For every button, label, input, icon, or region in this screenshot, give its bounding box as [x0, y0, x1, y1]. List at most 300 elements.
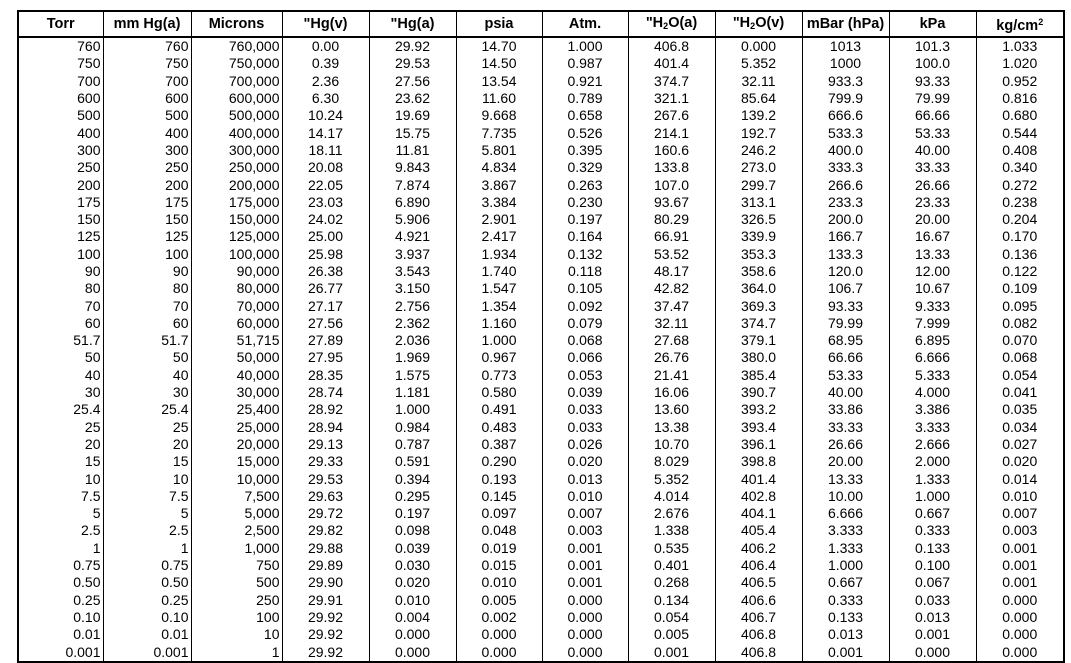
cell-inhg_a: 27.56: [369, 73, 456, 90]
cell-psia: 0.048: [456, 522, 542, 539]
cell-inh2o_v: 374.7: [715, 315, 802, 332]
cell-microns: 200,000: [191, 176, 282, 193]
cell-inh2o_a: 401.4: [628, 55, 715, 72]
cell-kgcm2: 0.544: [1002, 124, 1038, 141]
cell-kgcm2: 0.204: [1002, 211, 1038, 228]
cell-inh2o_a: 0.005: [628, 626, 715, 643]
cell-atm: 0.033: [542, 401, 628, 418]
cell-torr: 25.4: [18, 401, 103, 418]
column-header-text: Microns: [208, 16, 265, 32]
cell-atm: 0.000: [542, 626, 628, 643]
cell-inhg_a: 5.906: [369, 211, 456, 228]
cell-inh2o_a: 4.014: [628, 488, 715, 505]
cell-microns: 1,000: [191, 540, 282, 557]
cell-torr: 51.7: [18, 332, 103, 349]
cell-torr: 700: [18, 73, 103, 90]
cell-mmhg: 750: [103, 55, 191, 72]
cell-inhg_v: 29.13: [282, 436, 369, 453]
cell-inh2o_a: 107.0: [628, 176, 715, 193]
cell-inhg_v: 29.63: [282, 488, 369, 505]
cell-mmhg: 60: [103, 315, 191, 332]
pressure-conversion-table: [17, 10, 1065, 663]
cell-kpa: 79.99: [889, 90, 976, 107]
cell-inh2o_v: 385.4: [715, 367, 802, 384]
cell-atm: 0.164: [542, 228, 628, 245]
cell-inhg_a: 0.004: [369, 609, 456, 626]
cell-mbar: 400.0: [802, 142, 889, 159]
table-row: [18, 142, 1064, 159]
cell-inh2o_a: 0.401: [628, 557, 715, 574]
cell-atm: 1.000: [542, 37, 628, 55]
cell-inhg_a: 0.010: [369, 592, 456, 609]
cell-inh2o_v: 390.7: [715, 384, 802, 401]
cell-microns: 750,000: [191, 55, 282, 72]
cell-psia: 2.901: [456, 211, 542, 228]
cell-mmhg: 0.001: [103, 643, 191, 661]
column-header-superscript: 2: [1038, 17, 1044, 27]
cell-microns: 25,400: [191, 401, 282, 418]
cell-inh2o_v: 406.8: [715, 643, 802, 661]
column-header-text-suffix: O(a): [668, 14, 698, 31]
cell-mbar: 0.013: [802, 626, 889, 643]
cell-inhg_a: 15.75: [369, 124, 456, 141]
cell-torr: 0.001: [18, 643, 103, 661]
column-header-inhg_a: [369, 11, 456, 37]
cell-atm: 0.001: [542, 557, 628, 574]
table-row: [18, 367, 1064, 384]
cell-kgcm2: 0.020: [1002, 453, 1038, 470]
cell-mbar: 10.00: [802, 488, 889, 505]
cell-inhg_v: 18.11: [282, 142, 369, 159]
cell-kgcm2: 1.033: [1002, 38, 1038, 55]
cell-mmhg: 175: [103, 194, 191, 211]
cell-kgcm2: 0.238: [1002, 193, 1038, 210]
cell-inh2o_v: 404.1: [715, 505, 802, 522]
cell-microns: 250,000: [191, 159, 282, 176]
cell-torr: 400: [18, 124, 103, 141]
cell-torr: 15: [18, 453, 103, 470]
cell-inh2o_v: 364.0: [715, 280, 802, 297]
cell-atm: 0.013: [542, 470, 628, 487]
cell-torr: 0.10: [18, 609, 103, 626]
cell-inhg_v: 28.92: [282, 401, 369, 418]
cell-inhg_v: 29.88: [282, 540, 369, 557]
table-body: [18, 37, 1064, 662]
pressure-conversion-table-container: [17, 10, 1053, 663]
cell-mbar: 666.6: [802, 107, 889, 124]
column-header-text: kPa: [919, 16, 946, 32]
cell-inh2o_v: 406.5: [715, 574, 802, 591]
cell-inh2o_v: 353.3: [715, 246, 802, 263]
cell-mmhg: 5: [103, 505, 191, 522]
cell-atm: 0.132: [542, 246, 628, 263]
cell-inhg_a: 3.937: [369, 246, 456, 263]
cell-inhg_v: 29.72: [282, 505, 369, 522]
cell-inh2o_v: 406.4: [715, 557, 802, 574]
cell-microns: 700,000: [191, 73, 282, 90]
cell-atm: 0.092: [542, 297, 628, 314]
cell-inhg_v: 2.36: [282, 73, 369, 90]
cell-microns: 2,500: [191, 522, 282, 539]
cell-inhg_v: 28.74: [282, 384, 369, 401]
cell-inh2o_a: 48.17: [628, 263, 715, 280]
table-header-row: [18, 11, 1064, 37]
cell-torr: 600: [18, 90, 103, 107]
table-row: [18, 107, 1064, 124]
cell-kpa: 10.67: [889, 280, 976, 297]
cell-psia: 9.668: [456, 107, 542, 124]
cell-kpa: 2.666: [889, 436, 976, 453]
cell-psia: 0.015: [456, 557, 542, 574]
cell-kgcm2: 0.041: [1002, 384, 1038, 401]
cell-inhg_v: 29.89: [282, 557, 369, 574]
cell-kgcm2: 0.408: [1002, 141, 1038, 158]
cell-inhg_v: 0.39: [282, 55, 369, 72]
cell-inh2o_a: 13.38: [628, 419, 715, 436]
cell-mmhg: 70: [103, 297, 191, 314]
cell-inh2o_v: 32.11: [715, 73, 802, 90]
cell-mmhg: 0.25: [103, 592, 191, 609]
cell-inh2o_v: 379.1: [715, 332, 802, 349]
cell-mmhg: 2.5: [103, 522, 191, 539]
cell-inh2o_a: 21.41: [628, 367, 715, 384]
cell-torr: 0.50: [18, 574, 103, 591]
cell-inh2o_a: 10.70: [628, 436, 715, 453]
cell-psia: 0.000: [456, 626, 542, 643]
cell-inhg_v: 27.95: [282, 349, 369, 366]
cell-atm: 0.263: [542, 176, 628, 193]
cell-microns: 1: [191, 643, 282, 661]
cell-psia: 14.70: [456, 37, 542, 55]
cell-inh2o_a: 53.52: [628, 246, 715, 263]
cell-torr: 200: [18, 176, 103, 193]
table-row: [18, 419, 1064, 436]
column-header-microns: [191, 11, 282, 37]
cell-atm: 0.001: [542, 574, 628, 591]
table-row: [18, 263, 1064, 280]
cell-torr: 25: [18, 419, 103, 436]
table-row: [18, 332, 1064, 349]
cell-inhg_v: 29.33: [282, 453, 369, 470]
cell-kgcm2: 0.952: [1002, 72, 1038, 89]
cell-microns: 300,000: [191, 142, 282, 159]
cell-inh2o_a: 1.338: [628, 522, 715, 539]
cell-mmhg: 300: [103, 142, 191, 159]
cell-inh2o_v: 393.4: [715, 419, 802, 436]
cell-atm: 0.003: [542, 522, 628, 539]
cell-kpa: 20.00: [889, 211, 976, 228]
cell-microns: 10: [191, 626, 282, 643]
cell-kpa: 7.999: [889, 315, 976, 332]
cell-inh2o_a: 0.268: [628, 574, 715, 591]
cell-kgcm2: 0.014: [1002, 470, 1038, 487]
cell-microns: 100: [191, 609, 282, 626]
cell-kpa: 0.033: [889, 592, 976, 609]
cell-mmhg: 100: [103, 246, 191, 263]
column-header-text: "Hg(v): [303, 16, 348, 32]
cell-mbar: 1.000: [802, 557, 889, 574]
cell-torr: 750: [18, 55, 103, 72]
cell-microns: 400,000: [191, 124, 282, 141]
cell-kpa: 3.333: [889, 419, 976, 436]
cell-inh2o_a: 133.8: [628, 159, 715, 176]
cell-psia: 0.580: [456, 384, 542, 401]
cell-kgcm2: 0.082: [1002, 314, 1038, 331]
cell-inh2o_a: 0.001: [628, 643, 715, 661]
cell-kgcm2: 0.340: [1002, 159, 1038, 176]
cell-psia: 7.735: [456, 124, 542, 141]
cell-inh2o_a: 93.67: [628, 194, 715, 211]
cell-inhg_a: 29.92: [369, 37, 456, 55]
cell-microns: 250: [191, 592, 282, 609]
cell-kpa: 23.33: [889, 194, 976, 211]
cell-mbar: 68.95: [802, 332, 889, 349]
cell-inh2o_a: 27.68: [628, 332, 715, 349]
cell-inhg_v: 27.56: [282, 315, 369, 332]
cell-kpa: 0.001: [889, 626, 976, 643]
cell-kpa: 93.33: [889, 73, 976, 90]
cell-inh2o_v: 402.8: [715, 488, 802, 505]
cell-inhg_v: 6.30: [282, 90, 369, 107]
cell-torr: 500: [18, 107, 103, 124]
cell-kgcm2: 0.136: [1002, 245, 1038, 262]
cell-mbar: 13.33: [802, 470, 889, 487]
cell-kpa: 0.133: [889, 540, 976, 557]
cell-mmhg: 0.01: [103, 626, 191, 643]
cell-inhg_a: 3.150: [369, 280, 456, 297]
cell-inh2o_a: 80.29: [628, 211, 715, 228]
cell-torr: 10: [18, 470, 103, 487]
table-row: [18, 124, 1064, 141]
cell-atm: 0.068: [542, 332, 628, 349]
cell-kpa: 26.66: [889, 176, 976, 193]
cell-inhg_a: 0.000: [369, 626, 456, 643]
cell-microns: 760,000: [191, 37, 282, 55]
cell-torr: 100: [18, 246, 103, 263]
cell-torr: 0.01: [18, 626, 103, 643]
cell-mmhg: 400: [103, 124, 191, 141]
cell-atm: 0.197: [542, 211, 628, 228]
cell-atm: 0.066: [542, 349, 628, 366]
cell-inhg_a: 4.921: [369, 228, 456, 245]
cell-inhg_v: 26.77: [282, 280, 369, 297]
cell-atm: 0.000: [542, 592, 628, 609]
cell-microns: 5,000: [191, 505, 282, 522]
cell-inh2o_a: 42.82: [628, 280, 715, 297]
column-header-text: psia: [484, 16, 514, 32]
column-header-atm: [542, 11, 628, 37]
cell-mbar: 166.7: [802, 228, 889, 245]
cell-inh2o_a: 5.352: [628, 470, 715, 487]
cell-mbar: 266.6: [802, 176, 889, 193]
table-row: [18, 557, 1064, 574]
cell-torr: 175: [18, 194, 103, 211]
cell-psia: 0.491: [456, 401, 542, 418]
cell-atm: 0.001: [542, 540, 628, 557]
cell-microns: 100,000: [191, 246, 282, 263]
cell-psia: 0.967: [456, 349, 542, 366]
cell-inhg_a: 0.787: [369, 436, 456, 453]
cell-psia: 14.50: [456, 55, 542, 72]
cell-inhg_v: 24.02: [282, 211, 369, 228]
cell-inhg_v: 27.17: [282, 297, 369, 314]
cell-kgcm2: 0.001: [1002, 539, 1038, 556]
cell-kpa: 9.333: [889, 297, 976, 314]
cell-inh2o_v: 326.5: [715, 211, 802, 228]
cell-mbar: 1.333: [802, 540, 889, 557]
cell-inhg_a: 2.756: [369, 297, 456, 314]
cell-inhg_v: 0.00: [282, 37, 369, 55]
cell-mbar: 33.86: [802, 401, 889, 418]
column-header-text-suffix: O(v): [755, 14, 785, 31]
cell-inh2o_v: 358.6: [715, 263, 802, 280]
cell-mbar: 120.0: [802, 263, 889, 280]
cell-atm: 0.789: [542, 90, 628, 107]
cell-inh2o_a: 2.676: [628, 505, 715, 522]
cell-inhg_a: 6.890: [369, 194, 456, 211]
cell-kgcm2: 0.001: [1002, 574, 1038, 591]
cell-mmhg: 600: [103, 90, 191, 107]
cell-kpa: 6.895: [889, 332, 976, 349]
cell-inh2o_a: 321.1: [628, 90, 715, 107]
cell-microns: 20,000: [191, 436, 282, 453]
cell-inhg_a: 0.984: [369, 419, 456, 436]
cell-mbar: 66.66: [802, 349, 889, 366]
cell-inh2o_v: 380.0: [715, 349, 802, 366]
cell-inh2o_v: 339.9: [715, 228, 802, 245]
table-row: [18, 55, 1064, 72]
cell-inh2o_v: 85.64: [715, 90, 802, 107]
cell-inhg_v: 27.89: [282, 332, 369, 349]
cell-psia: 0.290: [456, 453, 542, 470]
cell-mbar: 79.99: [802, 315, 889, 332]
cell-inh2o_v: 299.7: [715, 176, 802, 193]
column-header-inhg_v: [282, 11, 369, 37]
cell-inhg_a: 0.295: [369, 488, 456, 505]
cell-mbar: 1013: [802, 37, 889, 55]
cell-inhg_a: 23.62: [369, 90, 456, 107]
cell-microns: 750: [191, 557, 282, 574]
cell-kpa: 0.333: [889, 522, 976, 539]
cell-mmhg: 200: [103, 176, 191, 193]
cell-kgcm2: 0.010: [1002, 487, 1038, 504]
cell-mbar: 200.0: [802, 211, 889, 228]
cell-mmhg: 30: [103, 384, 191, 401]
cell-torr: 0.75: [18, 557, 103, 574]
cell-microns: 25,000: [191, 419, 282, 436]
cell-mbar: 20.00: [802, 453, 889, 470]
cell-mbar: 0.133: [802, 609, 889, 626]
cell-microns: 40,000: [191, 367, 282, 384]
cell-inhg_a: 1.181: [369, 384, 456, 401]
cell-microns: 70,000: [191, 297, 282, 314]
table-row: [18, 159, 1064, 176]
cell-psia: 0.000: [456, 643, 542, 661]
table-row: [18, 211, 1064, 228]
cell-microns: 60,000: [191, 315, 282, 332]
cell-atm: 0.118: [542, 263, 628, 280]
cell-kgcm2: 0.122: [1002, 263, 1038, 279]
cell-mmhg: 0.75: [103, 557, 191, 574]
cell-mbar: 1000: [802, 55, 889, 72]
cell-mbar: 0.667: [802, 574, 889, 591]
cell-kpa: 1.333: [889, 470, 976, 487]
table-row: [18, 90, 1064, 107]
cell-kpa: 0.013: [889, 609, 976, 626]
cell-inhg_v: 29.92: [282, 609, 369, 626]
cell-atm: 0.020: [542, 453, 628, 470]
table-row: [18, 194, 1064, 211]
cell-inhg_a: 1.969: [369, 349, 456, 366]
cell-mmhg: 15: [103, 453, 191, 470]
cell-inh2o_a: 0.535: [628, 540, 715, 557]
cell-torr: 80: [18, 280, 103, 297]
cell-psia: 4.834: [456, 159, 542, 176]
cell-inhg_a: 1.000: [369, 401, 456, 418]
cell-microns: 125,000: [191, 228, 282, 245]
cell-kgcm2: 0.007: [1002, 505, 1038, 522]
cell-atm: 0.000: [542, 609, 628, 626]
cell-kgcm2: 0.000: [1002, 608, 1038, 625]
cell-microns: 15,000: [191, 453, 282, 470]
cell-mmhg: 7.5: [103, 488, 191, 505]
cell-mmhg: 80: [103, 280, 191, 297]
cell-torr: 150: [18, 211, 103, 228]
cell-microns: 600,000: [191, 90, 282, 107]
cell-inh2o_v: 192.7: [715, 124, 802, 141]
cell-inhg_v: 22.05: [282, 176, 369, 193]
cell-mbar: 0.001: [802, 643, 889, 661]
cell-torr: 0.25: [18, 592, 103, 609]
cell-torr: 2.5: [18, 522, 103, 539]
cell-mbar: 106.7: [802, 280, 889, 297]
table-row: [18, 176, 1064, 193]
cell-atm: 0.007: [542, 505, 628, 522]
cell-mmhg: 25.4: [103, 401, 191, 418]
column-header-text: mm Hg(a): [113, 16, 181, 32]
cell-inhg_v: 10.24: [282, 107, 369, 124]
cell-inh2o_v: 273.0: [715, 159, 802, 176]
cell-kpa: 66.66: [889, 107, 976, 124]
cell-mbar: 33.33: [802, 419, 889, 436]
cell-inh2o_v: 313.1: [715, 194, 802, 211]
cell-inh2o_a: 66.91: [628, 228, 715, 245]
cell-mmhg: 50: [103, 349, 191, 366]
cell-kpa: 53.33: [889, 124, 976, 141]
cell-psia: 0.193: [456, 470, 542, 487]
cell-kgcm2: 0.000: [1002, 591, 1038, 608]
cell-kgcm2: 0.170: [1002, 228, 1038, 245]
cell-atm: 0.053: [542, 367, 628, 384]
cell-atm: 0.079: [542, 315, 628, 332]
cell-kpa: 100.0: [889, 55, 976, 72]
column-header-text: "Hg(a): [390, 16, 435, 32]
cell-mmhg: 125: [103, 228, 191, 245]
column-header-text: kg/cm: [996, 18, 1039, 34]
cell-kgcm2: 0.070: [1002, 332, 1038, 349]
cell-inh2o_a: 160.6: [628, 142, 715, 159]
cell-kgcm2: 0.816: [1002, 90, 1038, 107]
cell-psia: 5.801: [456, 142, 542, 159]
cell-microns: 30,000: [191, 384, 282, 401]
cell-inh2o_v: 0.000: [715, 37, 802, 55]
cell-mmhg: 1: [103, 540, 191, 557]
cell-psia: 2.417: [456, 228, 542, 245]
cell-inh2o_v: 405.4: [715, 522, 802, 539]
cell-atm: 0.000: [542, 643, 628, 661]
cell-inhg_v: 29.92: [282, 626, 369, 643]
cell-kgcm2: 0.068: [1002, 349, 1038, 366]
